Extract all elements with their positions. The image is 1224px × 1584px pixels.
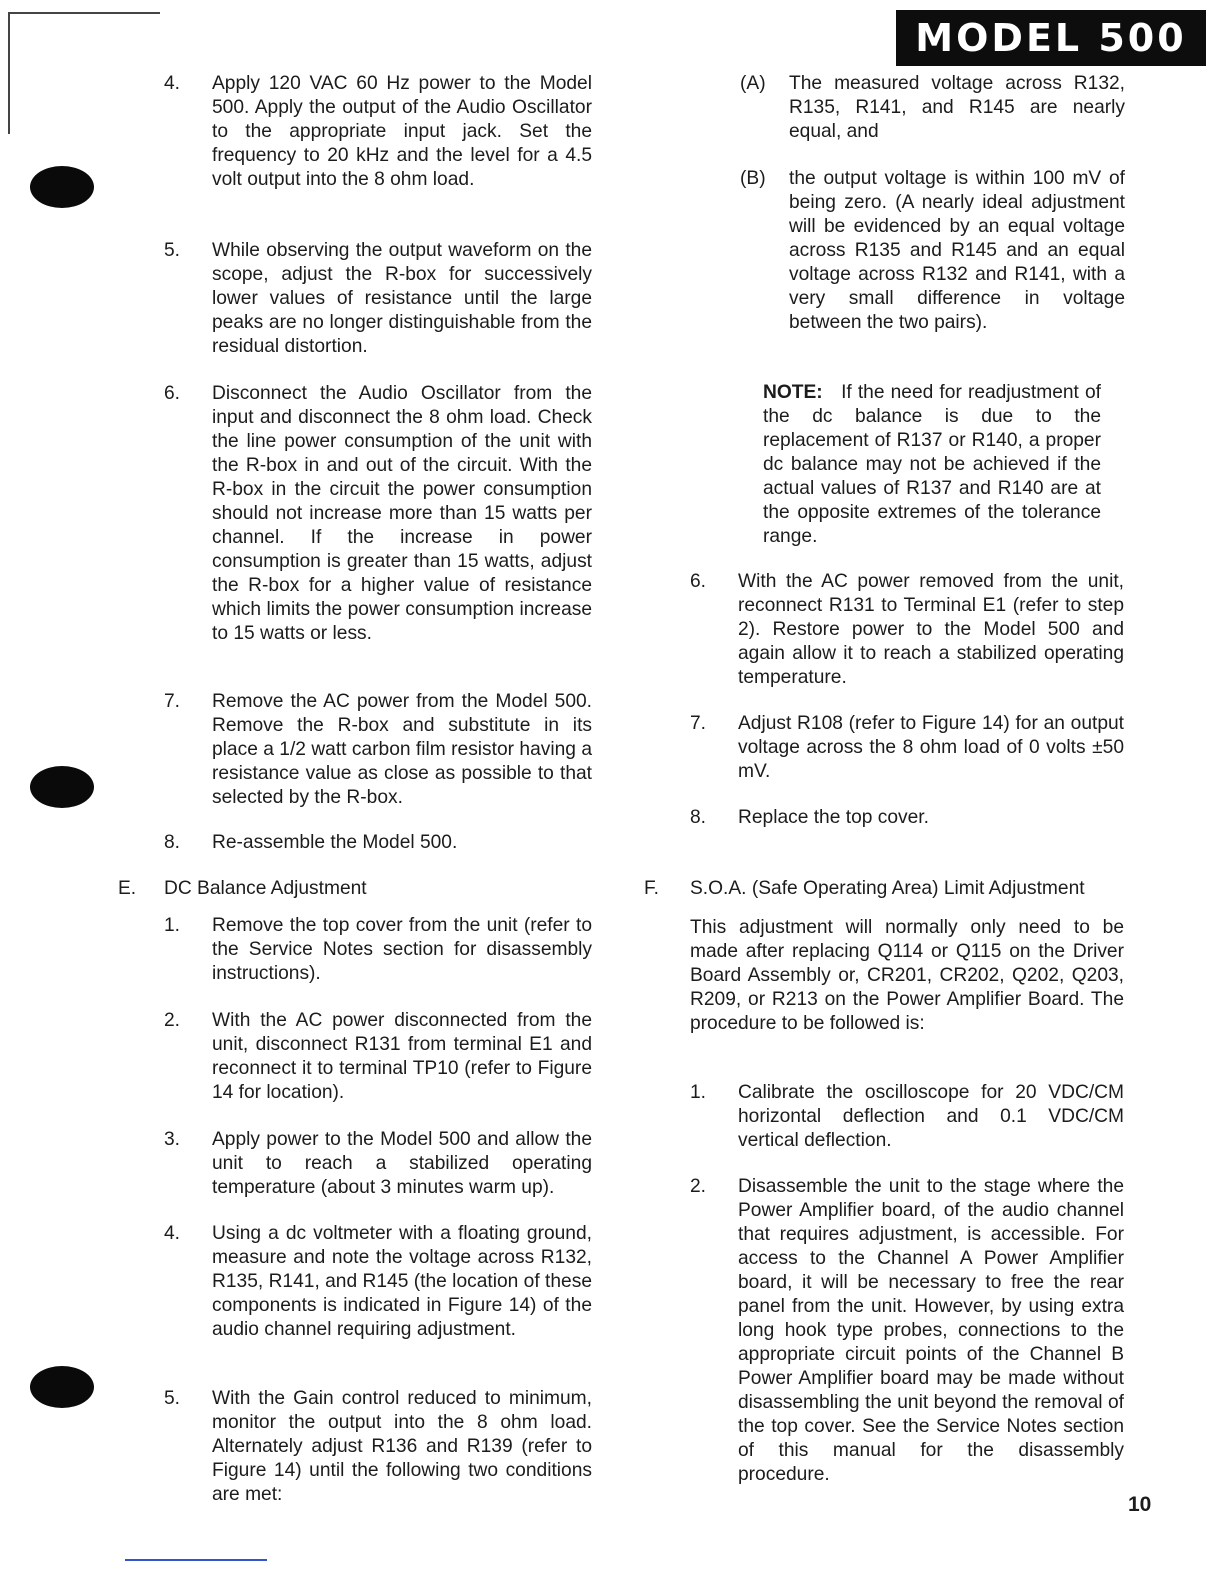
condition-label: (A) <box>740 73 766 94</box>
step-text: Replace the top cover. <box>738 807 929 828</box>
step-text: Remove the AC power from the Model 500. Remove the R-box and substitute in its place a 1/2 watt carbon film resistor having a resistance value as close as possible to that selected by the R-box. <box>212 691 592 808</box>
step-text: With the Gain control reduced to minimum, monitor the output into the 8 ohm load. Alternately adjust R136 and R139 (refer to Figure 14) until the following two conditions are met: <box>212 1388 592 1505</box>
footer-rule <box>125 1559 267 1561</box>
step-text: Apply power to the Model 500 and allow the unit to reach a stabilized operating temperature (about 3 minutes warm up). <box>212 1129 592 1198</box>
step-number: 7. <box>690 713 707 734</box>
step-number: 6. <box>690 571 707 592</box>
step-number: 4. <box>164 73 181 94</box>
binder-hole-icon <box>30 166 94 208</box>
step-number: 4. <box>164 1223 181 1244</box>
step-number: 2. <box>690 1176 707 1197</box>
step-text: Calibrate the oscilloscope for 20 VDC/CM horizontal deflection and 0.1 VDC/CM vertical deflection. <box>738 1082 1124 1151</box>
page-number: 10 <box>1128 1493 1152 1516</box>
step-number: 1. <box>164 915 181 936</box>
step-text: While observing the output waveform on the scope, adjust the R-box for successively lower values of resistance until the large peaks are no longer distinguishable from the residual distortion. <box>212 240 592 357</box>
step-text: Using a dc voltmeter with a floating ground, measure and note the voltage across R132, R135, R141, and R145 (the location of these components is indicated in Figure 14) of the audio channel requiring adjustment. <box>212 1223 592 1340</box>
step-number: 5. <box>164 1388 181 1409</box>
condition-label: (B) <box>740 168 766 189</box>
step-number: 8. <box>690 807 707 828</box>
section-title: S.O.A. (Safe Operating Area) Limit Adjustment <box>690 878 1085 899</box>
step-number: 2. <box>164 1010 181 1031</box>
step-text: With the AC power disconnected from the unit, disconnect R131 from terminal E1 and reconnect it to terminal TP10 (refer to Figure 14 for location). <box>212 1010 592 1103</box>
note-text: If the need for readjustment of the dc balance is due to the replacement of R137 or R140, a proper dc balance may not be achieved if the actual values of R137 and R140 are at the opposite extremes of the tolerance range. <box>763 382 1101 547</box>
page-corner-mark <box>8 12 160 134</box>
note-body <box>763 381 1101 549</box>
model-header-badge: MODEL 500 <box>896 10 1206 66</box>
step-text: Remove the top cover from the unit (refer to the Service Notes section for disassembly instructions). <box>212 915 592 984</box>
step-number: 1. <box>690 1082 707 1103</box>
step-number: 6. <box>164 383 181 404</box>
condition-text: The measured voltage across R132, R135, R141, and R145 are nearly equal, and <box>789 73 1125 142</box>
note-label: NOTE: <box>763 382 823 403</box>
binder-hole-icon <box>30 766 94 808</box>
step-text: Adjust R108 (refer to Figure 14) for an output voltage across the 8 ohm load of 0 volts ±50 mV. <box>738 713 1124 782</box>
step-number: 7. <box>164 691 181 712</box>
section-title: DC Balance Adjustment <box>164 878 367 899</box>
step-text: Disconnect the Audio Oscillator from the input and disconnect the 8 ohm load. Check the line power consumption of the unit with the R-box in and out of the circuit. With the R-box in the circuit the power consumption should not increase more than 15 watts per channel. If the increase in power consumption is greater than 15 watts, adjust the R-box for a higher value of resistance which limits the power consumption increase to 15 watts or less. <box>212 383 592 644</box>
step-number: 3. <box>164 1129 181 1150</box>
step-text: Re-assemble the Model 500. <box>212 832 458 853</box>
step-number: 8. <box>164 832 181 853</box>
step-number: 5. <box>164 240 181 261</box>
binder-hole-icon <box>30 1366 94 1408</box>
section-letter: F. <box>644 878 659 899</box>
condition-text: the output voltage is within 100 mV of being zero. (A nearly ideal adjustment will be evidenced by an equal voltage across R135 and R145 and an equal voltage across R132 and R141, with a very small difference in voltage between the two pairs). <box>789 168 1125 333</box>
step-text: Disassemble the unit to the stage where the Power Amplifier board, of the audio channel that requires adjustment, is accessible. For access to the Channel A Power Amplifier board, it will be necessary to free the rear panel from the unit. However, by using extra long hook type probes, connections to the appropriate circuit points of the Channel B Power Amplifier board may be made without disassembling the unit beyond the removal of the top cover. See the Service Notes section of this manual for the disassembly procedure. <box>738 1176 1124 1485</box>
intro-text: This adjustment will normally only need to be made after replacing Q114 or Q115 on the Driver Board Assembly or, CR201, CR202, Q202, Q203, R209, or R213 on the Power Amplifier Board. The procedure to be followed is: <box>690 917 1124 1034</box>
step-text: With the AC power removed from the unit, reconnect R131 to Terminal E1 (refer to step 2). Restore power to the Model 500 and again allow it to reach a stabilized operating temperature. <box>738 571 1124 688</box>
section-letter: E. <box>118 878 137 899</box>
step-text: Apply 120 VAC 60 Hz power to the Model 500. Apply the output of the Audio Oscillator to the appropriate input jack. Set the frequency to 20 kHz and the level for a 4.5 volt output into the 8 ohm load. <box>212 73 592 190</box>
